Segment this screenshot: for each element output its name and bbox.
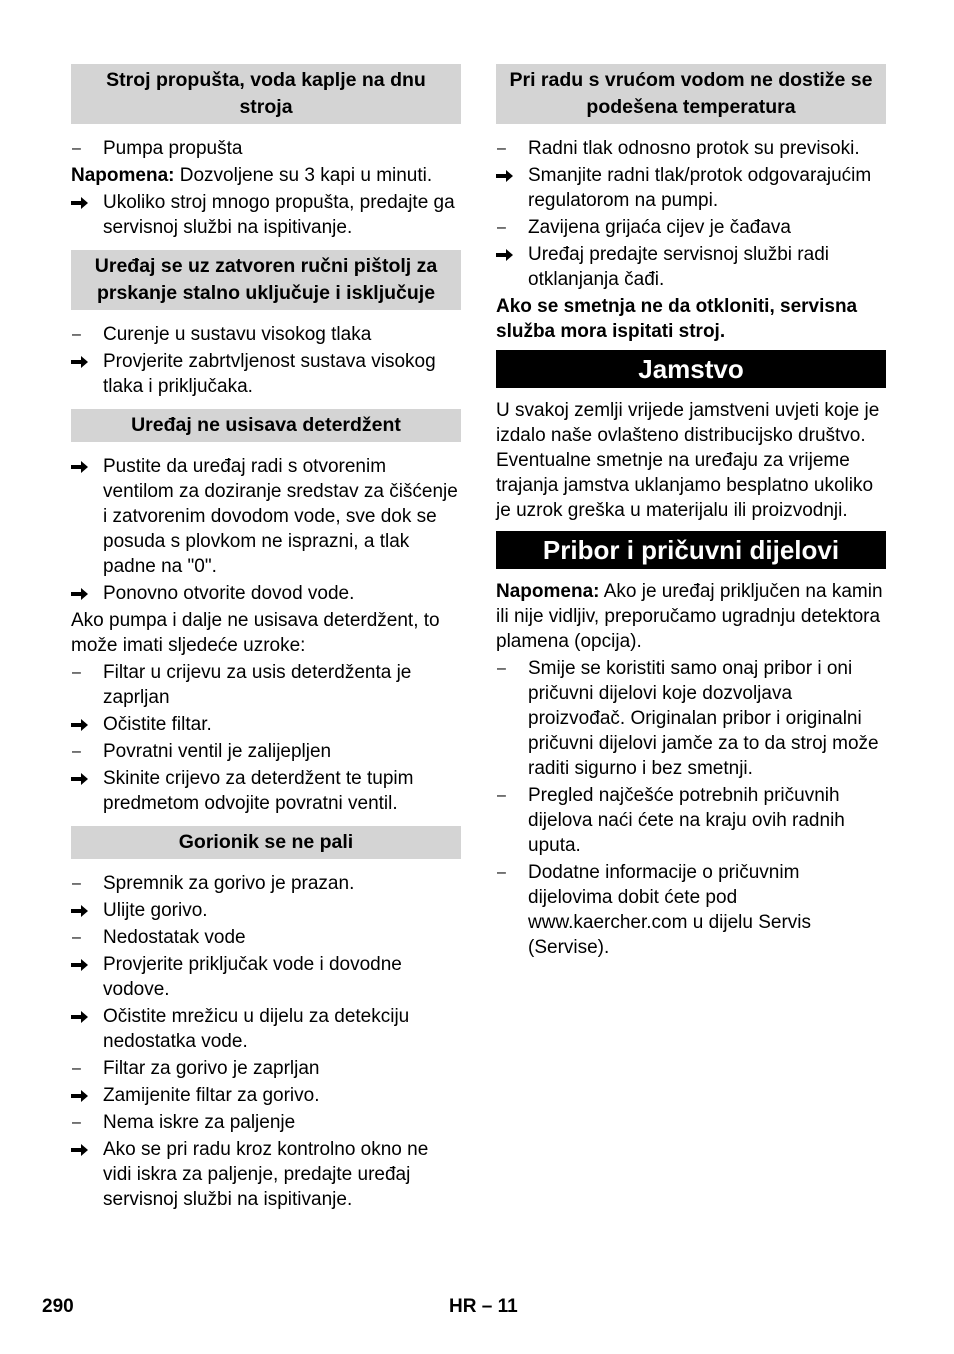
dash-icon: – [72,743,81,760]
list-item [496,860,886,960]
arrow-right-icon [496,163,524,190]
cause-item [71,925,461,950]
note-text: Dozvoljene su 3 kapi u minuti. [174,165,433,186]
list-text: Dodatne informacije o pričuvnim dijelovima dobit ćete pod www.kaercher.com u dijelu Servis (Servise). [528,862,811,958]
dash-icon: – [72,875,81,892]
section-title-cycling: Uređaj se uz zatvoren ručni pištolj za prskanje stalno uključuje i isključuje [71,250,461,310]
action-text: Očistite mrežicu u dijelu za detekciju nedostatka vode. [103,1006,410,1052]
dash-icon: – [497,787,506,804]
cause-item [71,660,461,710]
cause-item [71,739,461,764]
action-text: Ulijte gorivo. [103,900,208,921]
action-item [71,766,461,816]
note-label: Napomena: [496,581,600,602]
section-title-accessories: Pribor i pričuvni dijelovi [496,531,886,569]
dash-icon: – [497,140,506,157]
dash-icon: – [72,1114,81,1131]
cause-text: Curenje u sustavu visokog tlaka [103,324,372,345]
dash-icon: – [72,1060,81,1077]
note-paragraph [71,163,461,188]
note-label: Napomena: [71,165,175,186]
arrow-right-icon [71,1083,99,1110]
cause-text: Zavijena grijaća cijev je čađava [528,217,791,238]
cause-item [71,871,461,896]
action-text: Pustite da uređaj radi s otvorenim ventilom za doziranje sredstav za čišćenje i zatvorenim dovodom vode, sve dok se posuda s plovkom ne isprazni, a tlak padne na "0". [103,456,458,577]
action-item [71,190,461,240]
arrow-right-icon [71,952,99,979]
page-number: 290 [42,1296,74,1317]
action-text: Smanjite radni tlak/protok odgovarajućim regulatorom na pumpi. [528,165,872,211]
section-title-burner: Gorionik se ne pali [71,826,461,859]
list-text: Pregled najčešće potrebnih pričuvnih dijelova naći ćete na kraju ovih radnih uputa. [528,785,845,856]
cause-item [496,215,886,240]
right-column [496,64,886,962]
note-text: Ako je uređaj priključen na kamin ili nije vidljiv, preporučamo ugradnju detektora plamena (opcija). [496,581,883,652]
action-item [496,242,886,292]
action-item [71,581,461,606]
action-text: Ukoliko stroj mnogo propušta, predajte ga servisnoj službi na ispitivanje. [103,192,455,238]
dash-icon: – [497,660,506,677]
arrow-right-icon [71,1004,99,1031]
action-text: Očistite filtar. [103,714,212,735]
body-paragraph: Ako pumpa i dalje ne usisava deterdžent, to može imati sljedeće uzroke: [71,610,440,656]
cause-text: Filtar u crijevu za usis deterdženta je zaprljan [103,662,412,708]
section-title-detergent: Uređaj ne usisava deterdžent [71,409,461,442]
warning-paragraph: Ako se smetnja ne da otkloniti, servisna služba mora ispitati stroj. [496,296,858,342]
action-item [71,952,461,1002]
cause-text: Pumpa propušta [103,138,243,159]
cause-item [71,1110,461,1135]
section-title-temperature: Pri radu s vrućom vodom ne dostiže se podešena temperatura [496,64,886,124]
arrow-right-icon [71,1137,99,1164]
left-column [71,64,461,1214]
list-text: Smije se koristiti samo onaj pribor i oni pričuvni dijelovi koje dozvoljava proizvođač. Originalan pribor i originalni pričuvni dijelovi jamče za to da stroj može raditi sigurno i bez smetnji. [528,658,879,779]
note-paragraph [496,579,886,654]
cause-text: Spremnik za gorivo je prazan. [103,873,355,894]
action-text: Zamijenite filtar za gorivo. [103,1085,320,1106]
arrow-right-icon [71,766,99,793]
dash-icon: – [497,864,506,881]
action-text: Ako se pri radu kroz kontrolno okno ne vidi iskra za paljenje, predajte uređaj servisnoj službi na ispitivanje. [103,1139,429,1210]
cause-item [71,1056,461,1081]
action-item [71,454,461,579]
arrow-right-icon [71,581,99,608]
cause-text: Nedostatak vode [103,927,246,948]
arrow-right-icon [71,454,99,481]
cause-text: Povratni ventil je zalijepljen [103,741,332,762]
dash-icon: – [497,219,506,236]
cause-item [71,322,461,347]
arrow-right-icon [71,712,99,739]
action-item [496,163,886,213]
section-title-leak: Stroj propušta, voda kaplje na dnu stroja [71,64,461,124]
action-item [71,898,461,923]
arrow-right-icon [71,349,99,376]
dash-icon: – [72,664,81,681]
section-title-warranty: Jamstvo [496,350,886,388]
cause-text: Nema iskre za paljenje [103,1112,296,1133]
dash-icon: – [72,929,81,946]
action-text: Uređaj predajte servisnoj službi radi otklanjanja čađi. [528,244,829,290]
action-text: Skinite crijevo za deterdžent te tupim predmetom odvojite povratni ventil. [103,768,414,814]
action-text: Provjerite zabrtvljenost sustava visokog tlaka i priključaka. [103,351,436,397]
warranty-paragraph: U svakoj zemlji vrijede jamstveni uvjeti koje je izdalo naše ovlašteno distribucijsko društvo. Eventualne smetnje na uređaju za vrijeme trajanja jamstva uklanjamo besplatno ukoliko je uzrok greška u materijalu ili proizvodnji. [496,400,880,521]
cause-text: Filtar za gorivo je zaprljan [103,1058,320,1079]
action-text: Ponovno otvorite dovod vode. [103,583,355,604]
action-item [71,1137,461,1212]
cause-item [71,136,461,161]
arrow-right-icon [71,898,99,925]
action-item [71,1004,461,1054]
language-page-label: HR – 11 [449,1296,518,1317]
arrow-right-icon [496,242,524,269]
action-item [71,712,461,737]
dash-icon: – [72,140,81,157]
arrow-right-icon [71,190,99,217]
action-item [71,1083,461,1108]
list-item [496,783,886,858]
action-item [71,349,461,399]
list-item [496,656,886,781]
dash-icon: – [72,326,81,343]
cause-item [496,136,886,161]
cause-text: Radni tlak odnosno protok su previsoki. [528,138,860,159]
action-text: Provjerite priključak vode i dovodne vodove. [103,954,402,1000]
